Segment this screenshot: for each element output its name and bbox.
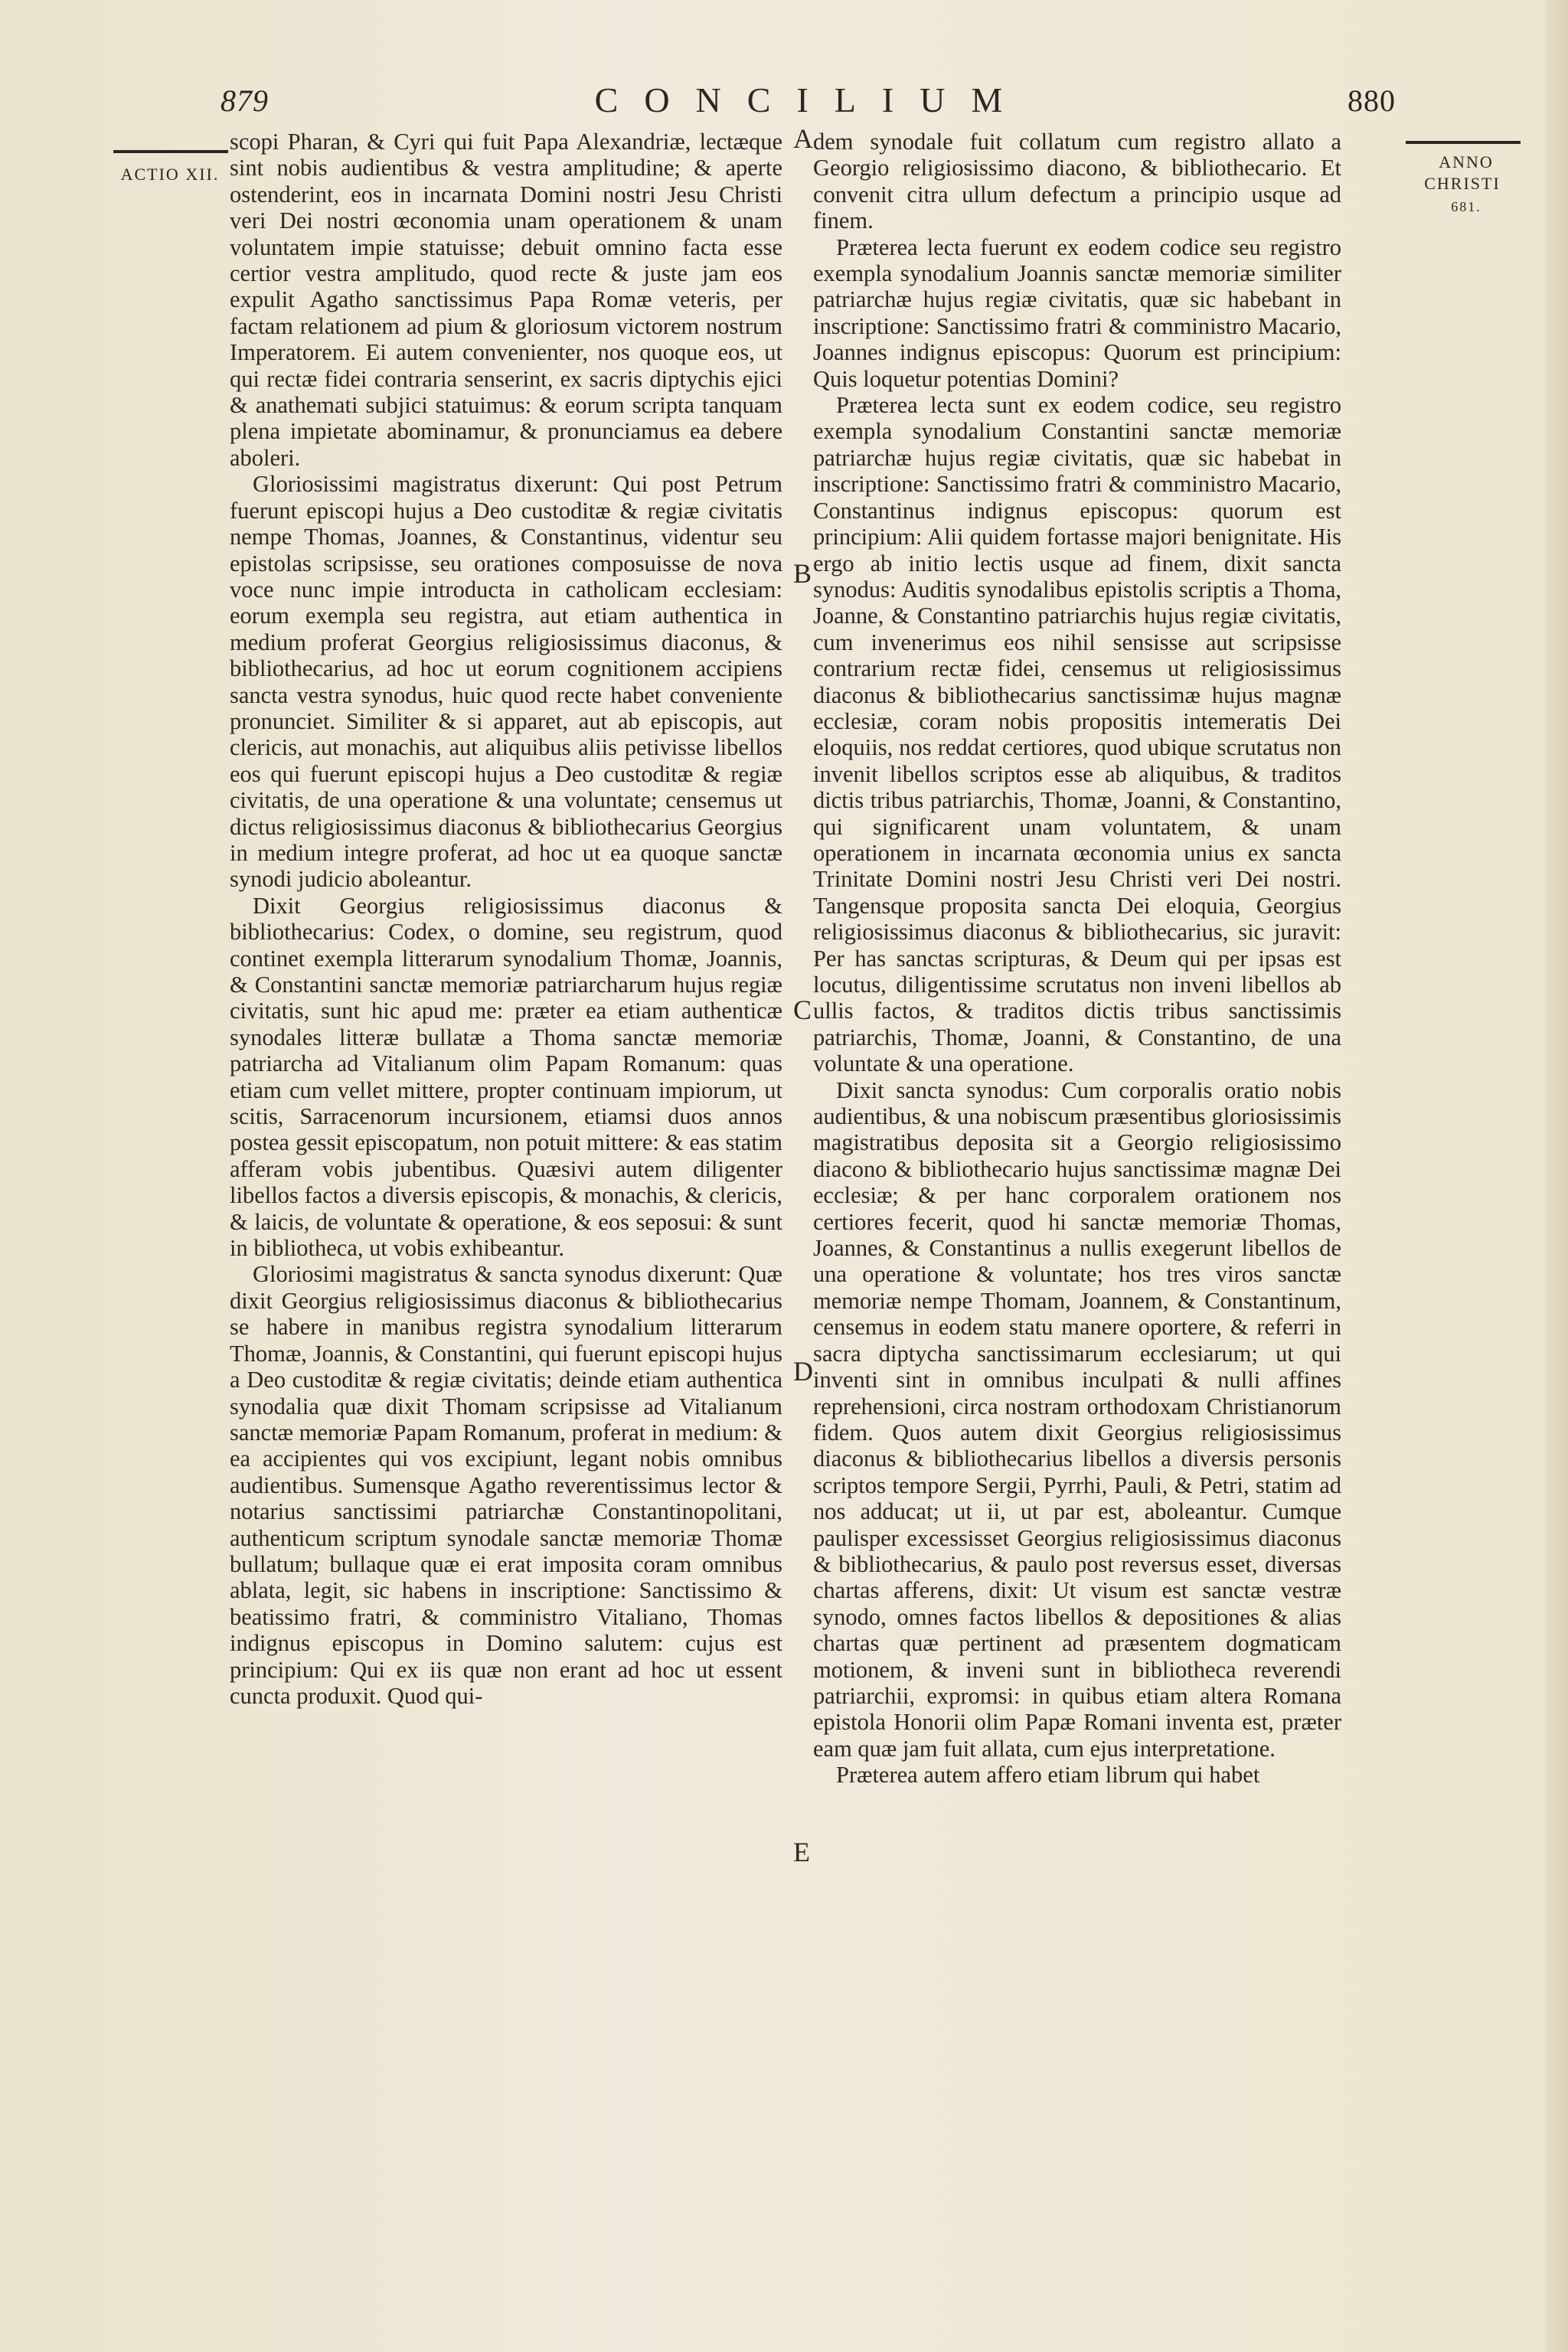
margin-note-actio: ACTIO XII.: [120, 165, 220, 184]
left-paragraph: Gloriosimi magistratus & sancta synodus dixerunt: Quæ dixit Georgius religiosissimus diaconus & bibliothecarius se habere in manibus registra synodalium litterarum Thomæ, Joannis, & Constantini, qui fuerunt episcopi hujus a Deo custoditæ & regiæ civitatis; deinde etiam authentica synodalia quæ dixit Thomam scripsisse ad Vitalianum sanctæ memoriæ Papam Romanum, proferat in medium: & ea accipientes qui vos excipiunt, legant nobis omnibus audientibus. Sumensque Agatho reverentissimus lector & notarius sanctissimi patriarchæ Constantinopolitani, authenticum scriptum synodale sanctæ memoriæ Thomæ bullatum; bullaque quæ ei erat imposita coram omnibus ablata, legit, sic habens in inscriptione: Sanctissimo & beatissimo fratri, & comministro Vitaliano, Thomas indignus episcopus in Domino salutem: cujus est principium: Qui ex iis quæ non erant ad hoc ut essent cuncta produxit. Quod qui-: [230, 1261, 782, 1709]
page-header: [0, 77, 1568, 130]
right-margin-rule: [1406, 141, 1521, 144]
right-paragraph: Præterea lecta fuerunt ex eodem codice seu registro exempla synodalium Joannis sanctæ memoriæ similiter patriarchæ hujus regiæ civitatis, quæ sic habebant in inscriptione: Sanctissimo fratri & comministro Macario, Joannes indignus episcopus: Quorum est principium: Quis loquetur potentias Domini?: [813, 234, 1341, 392]
left-paragraph: Dixit Georgius religiosissimus diaconus & bibliothecarius: Codex, o domine, seu registrum, quod continet exempla litterarum synodalium Thomæ, Joannis, & Constantini sanctæ memoriæ patriarcharum hujus regiæ civitatis, sunt hic apud me: præter ea etiam authenticæ synodales litteræ bullatæ a Thoma sanctæ memoriæ patriarcha ad Vitalianum olim Papam Romanum: quas etiam cum vellet mittere, propter continuam impiorum, ut scitis, Sarracenorum incursionem, etiamsi duos annos postea gessit episcopatum, non potuit mittere: & eas statim afferam vobis jubentibus. Quæsivi autem diligenter libellos factos a diversis episcopis, & monachis, & clericis, & laicis, de voluntate & operatione, & eos seposui: & sunt in bibliotheca, ut vobis exhibeantur.: [230, 892, 782, 1262]
section-letter-c: C: [793, 995, 812, 1025]
left-paragraph: scopi Pharan, & Cyri qui fuit Papa Alexandriæ, lectæque sint nobis audientibus & vestra amplitudine; & aperte ostenderint, eos in incarnata Domini nostri Jesu Christi veri Dei nostri œconomia unam operationem & unam voluntatem impie statuisse; debuit omnino facta esse certior vestra amplitudo, quod recte & juste jam eos expulit Agatho sanctissimus Papa Romæ veteris, per factam relationem ad pium & gloriosum victorem nostrum Imperatorem. Ei autem convenienter, nos quoque eos, ut qui rectæ fidei contraria senserint, ex sacris diptychis ejici & anathemati subjici statuimus: & eorum scripta tanquam plena impietate abominamur, & pronunciamus ea debere aboleri.: [230, 129, 782, 471]
section-letter-b: B: [793, 558, 812, 589]
right-paragraph: Dixit sancta synodus: Cum corporalis oratio nobis audientibus, & una nobiscum præsentibus gloriosissimis magistratibus deposita sit a Georgio religiosissimo diacono & bibliothecario hujus sanctissimæ magnæ Dei ecclesiæ; & per hanc corporalem orationem nos certiores fecerit, quod hi sanctæ memoriæ Thomas, Joannes, & Constantinus a nullis exegerunt libellos de una operatione & voluntate; hos tres viros sanctæ memoriæ nempe Thomam, Joannem, & Constantinum, censemus in eodem statu manere oportere, & referri in sacra diptycha sanctissimarum ecclesiarum; ut qui inventi sint in omnibus inculpati & nulli affines reprehensioni, circa nostram orthodoxam Christianorum fidem. Quos autem dixit Georgius religiosissimus diaconus & bibliothecarius libellos a diversis personis scriptos tempore Sergii, Pyrrhi, Pauli, & Petri, statim ad nos adducat; ut ii, ut par est, aboleantur. Cumque paulisper excessisset Georgius religiosissimus diaconus & bibliothecarius, & paulo post reversus esset, diversas chartas afferens, dixit: Ut visum est sanctæ vestræ synodo, omnes factos libellos & depositiones & alias chartas quæ pertinent ad præsentem dogmaticam motionem, & inveni sunt in bibliotheca reverendi patriarchii, expromsi: in quibus etiam altera Romana epistola Honorii olim Papæ Romani inventa est, præter eam quæ jam fuit allata, cum ejus interpretatione.: [813, 1076, 1341, 1762]
page-number-left: 879: [220, 83, 269, 118]
margin-note-anno: ANNO: [1439, 152, 1494, 172]
section-letter-d: D: [793, 1356, 813, 1387]
page-number-right: 880: [1348, 83, 1396, 118]
right-paragraph: Præterea autem affero etiam librum qui habet: [836, 1762, 1260, 1788]
left-margin-rule: [113, 150, 228, 153]
margin-note-christi: CHRISTI: [1424, 174, 1501, 193]
left-text-column: [230, 129, 782, 1709]
right-paragraph: Præterea lecta sunt ex eodem codice, seu registro exempla synodalium Constantini sanctæ memoriæ patriarchæ hujus regiæ civitatis, quæ sic habebat in inscriptione: Sanctissimo fratri & comministro Macario, Constantinus indignus episcopus: quorum est principium: Alii quidem fortasse majori benignitate. His ergo ab initio lectis usque ad finem, dixit sancta synodus: Auditis synodalibus epistolis scriptis a Thoma, Joanne, & Constantino patriarchis hujus regiæ civitatis, cum invenerimus eos nihil sensisse aut scripsisse contrarium rectæ fidei, censemus ut religiosissimus diaconus & bibliothecarius sanctissimæ hujus magnæ ecclesiæ, coram nobis propositis intemeratis Dei eloquiis, nos reddat certiores, quod ubique scrutatus non invenit libellos scriptos esse ab aliquibus, & traditos dictis tribus patriarchis, Thomæ, Joanni, & Constantino, qui significarent unam voluntatem, & unam operationem in incarnata œconomia unius ex sancta Trinitate Domini nostri Jesu Christi veri Dei nostri. Tangensque proposita sancta Dei eloquia, Georgius religiosissimus diaconus & bibliothecarius, sic juravit: Per has sanctas scripturas, & Deum qui per ipsas est locutus, diligentissime scrutatus non inveni libellos ab ullis factos, & traditos dictis tribus sanctissimis patriarchis, Thomæ, Joanni, & Constantino, de una voluntate & una operatione.: [813, 392, 1341, 1077]
left-paragraph: Gloriosissimi magistratus dixerunt: Qui post Petrum fuerunt episcopi hujus a Deo custoditæ & regiæ civitatis nempe Thomas, Joannes, & Constantinus, videntur seu epistolas scripsisse, seu orationes composuisse de nova voce nunc impie introducta in catholicam ecclesiam: eorum exempla seu registra, aut etiam authentica in medium proferat Georgius religiosissimus diaconus, & bibliothecarius, ad hoc ut eorum cognitionem accipiens sancta vestra synodus, huic quod recte habet conveniente pronunciet. Similiter & si apparet, aut ab episcopis, aut clericis, aut monachis, aut aliquibus aliis petivisse libellos eos qui fuerunt episcopi hujus a Deo custoditæ & regiæ civitatis, de una operatione & una voluntate; censemus ut dictus religiosissimus diaconus & bibliothecarius Georgius in medium integre proferat, ad hoc ut ea quoque sanctæ synodi judicio aboleantur.: [230, 471, 782, 893]
section-letter-e: E: [793, 1837, 810, 1867]
right-text-column: [813, 129, 1341, 1788]
right-paragraph: dem synodale fuit collatum cum registro allato a Georgio religiosissimo diacono, & bibliothecario. Et convenit citra ullum defectum a principio usque ad finem.: [813, 129, 1341, 234]
section-letter-a: A: [793, 123, 813, 154]
page-edge-shadow: [1545, 0, 1568, 2352]
margin-note-year: 681.: [1451, 199, 1481, 214]
running-title: CONCILIUM: [594, 80, 1029, 119]
